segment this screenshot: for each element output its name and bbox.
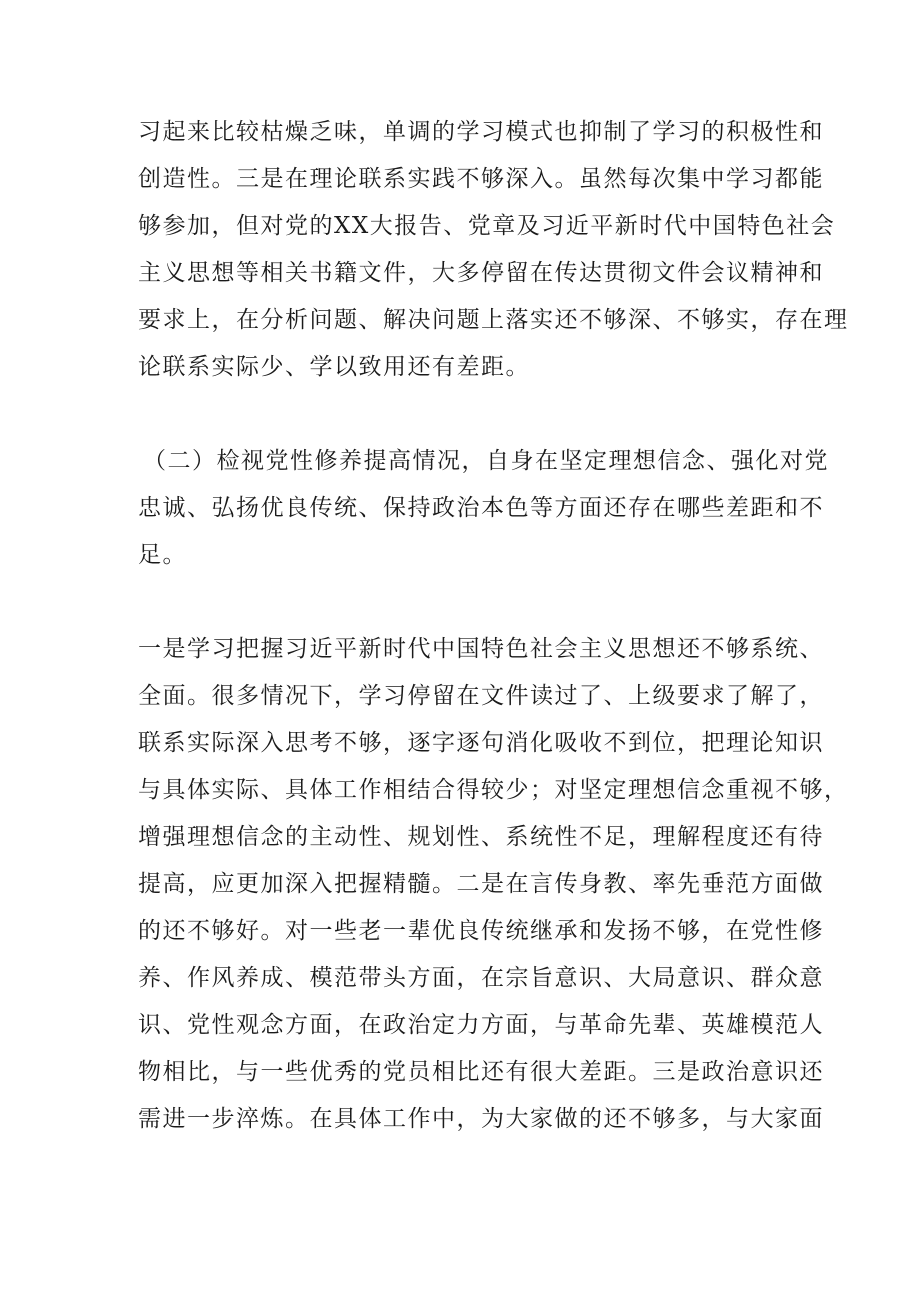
text-line: 养、作风养成、模范带头方面，在宗旨意识、大局意识、群众意: [138, 965, 824, 991]
text-line: 物相比，与一些优秀的党员相比还有很大差距。三是政治意识还: [138, 1059, 824, 1085]
text-line: 够参加，但对党的XX大报告、党章及习近平新时代中国特色社会: [138, 213, 836, 239]
text-line: 习起来比较枯燥乏味，单调的学习模式也抑制了学习的积极性和: [138, 119, 824, 145]
text-line: 与具体实际、具体工作相结合得较少；对坚定理想信念重视不够，: [138, 777, 849, 803]
text-line: 需进一步淬炼。在具体工作中，为大家做的还不够多，与大家面: [138, 1106, 824, 1132]
text-line: 要求上，在分析问题、解决问题上落实还不够深、不够实，存在理: [138, 307, 849, 333]
text-line: （二）检视党性修养提高情况，自身在坚定理想信念、强化对党: [143, 448, 829, 474]
text-line: 忠诚、弘扬优良传统、保持政治本色等方面还存在哪些差距和不: [138, 495, 824, 521]
text-line: 创造性。三是在理论联系实践不够深入。虽然每次集中学习都能: [138, 166, 824, 192]
text-line: 提高，应更加深入把握精髓。二是在言传身教、率先垂范方面做: [138, 871, 824, 897]
text-line: 一是学习把握习近平新时代中国特色社会主义思想还不够系统、: [138, 636, 824, 662]
text-line: 足。: [138, 542, 187, 568]
text-line: 联系实际深入思考不够，逐字逐句消化吸收不到位，把理论知识: [138, 730, 824, 756]
text-line: 的还不够好。对一些老一辈优良传统继承和发扬不够，在党性修: [138, 918, 824, 944]
text-line: 主义思想等相关书籍文件，大多停留在传达贯彻文件会议精神和: [138, 260, 824, 286]
text-line: 全面。很多情况下，学习停留在文件读过了、上级要求了解了，: [138, 683, 824, 709]
text-line: 识、党性观念方面，在政治定力方面，与革命先辈、英雄模范人: [138, 1012, 824, 1038]
text-line: 论联系实际少、学以致用还有差距。: [138, 354, 530, 380]
text-line: 增强理想信念的主动性、规划性、系统性不足，理解程度还有待: [138, 824, 824, 850]
